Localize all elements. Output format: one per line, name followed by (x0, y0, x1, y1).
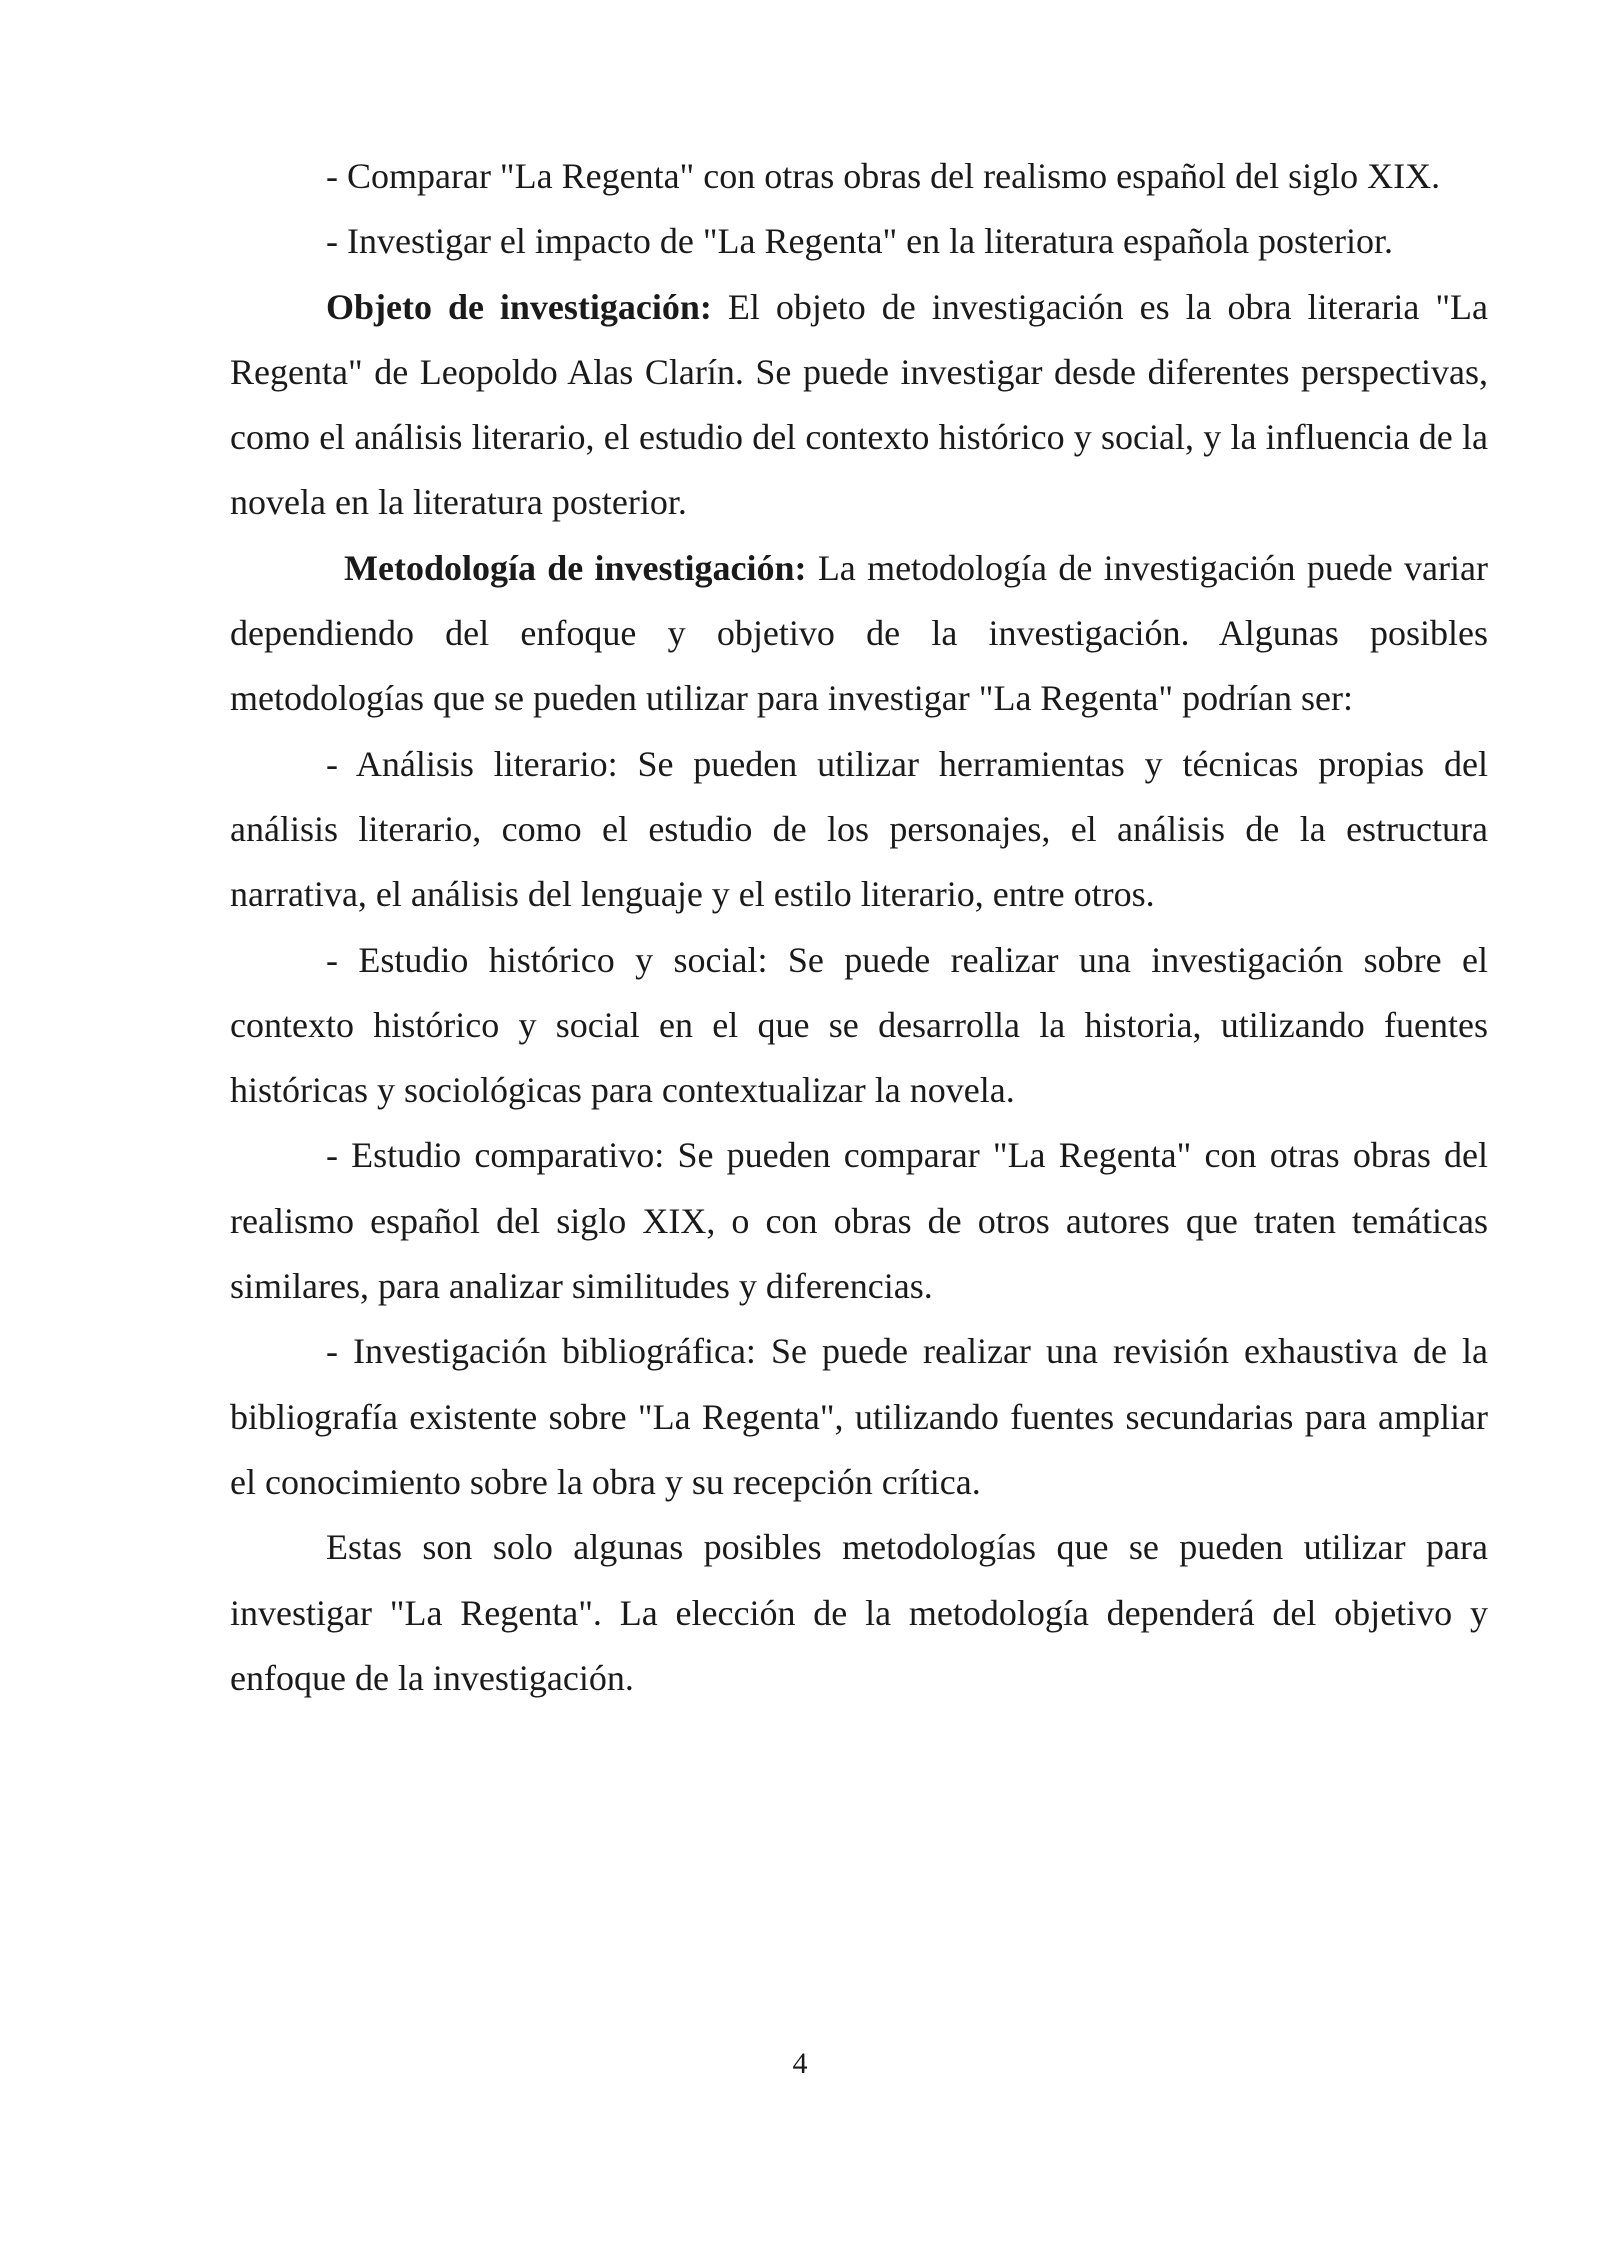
comparative-study-paragraph (230, 1123, 1488, 1319)
conclusion-paragraph (230, 1515, 1488, 1711)
paragraph-text: - Investigación bibliográfica: Se puede realizar una revisión exhaustiva de la bibliografía existente sobre "La Regenta", utilizando fuentes secundarias para ampliar el conocimiento sobre la obra y su recepción crítica. (230, 1331, 1488, 1502)
bibliographic-research-paragraph (230, 1319, 1488, 1515)
paragraph-text: - Investigar el impacto de "La Regenta" en la literatura española posterior. (326, 221, 1393, 262)
methodology-paragraph (230, 536, 1488, 732)
paragraph-text: Estas son solo algunas posibles metodologías que se pueden utilizar para investigar "La Regenta". La elección de la metodología dependerá del objetivo y enfoque de la investigación. (230, 1527, 1488, 1698)
research-object-paragraph (230, 275, 1488, 536)
paragraph-text: La metodología de investigación puede variar dependiendo del enfoque y objetivo de la investigación. Algunas posibles metodologías que se pueden utilizar para investigar "La Regenta" podrían ser: (230, 547, 1488, 719)
historical-study-paragraph (230, 928, 1488, 1124)
research-object-heading: Objeto de investigación: (326, 286, 712, 327)
paragraph-text: - Estudio histórico y social: Se puede realizar una investigación sobre el contexto histórico y social en el que se desarrolla la historia, utilizando fuentes históricas y sociológicas para contextualizar la novela. (230, 939, 1488, 1111)
paragraph-text: - Análisis literario: Se pueden utilizar herramientas y técnicas propias del análisis literario, como el estudio de los personajes, el análisis de la estructura narrativa, el análisis del lenguaje y el estilo literario, entre otros. (230, 743, 1488, 915)
paragraph-text: - Comparar "La Regenta" con otras obras del realismo español del siglo XIX. (326, 156, 1441, 196)
page-number: 4 (792, 2047, 808, 2080)
paragraph-text: - Estudio comparativo: Se pueden comparar "La Regenta" con otras obras del realismo español del siglo XIX, o con obras de otros autores que traten temáticas similares, para analizar similitudes y diferencias. (230, 1135, 1488, 1307)
objective-compare-paragraph (230, 144, 1488, 209)
paragraph-text: El objeto de investigación es la obra literaria "La Regenta" de Leopoldo Alas Clarín. Se puede investigar desde diferentes perspectivas, como el análisis literario, el estudio del contexto histórico y social, y la influencia de la novela en la literatura posterior. (230, 286, 1488, 523)
body-text (230, 144, 1488, 1711)
objective-impact-paragraph (230, 209, 1488, 274)
methodology-heading: Metodología de investigación: (344, 547, 807, 588)
literary-analysis-paragraph (230, 732, 1488, 928)
